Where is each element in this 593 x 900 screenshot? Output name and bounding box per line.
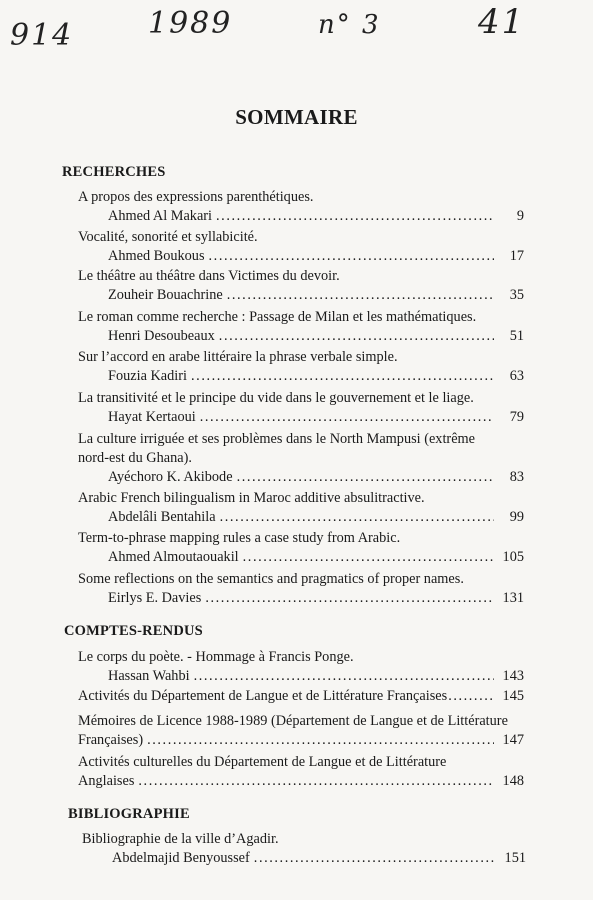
entry-page: 145: [502, 688, 524, 704]
entry-page: 63: [509, 368, 524, 384]
entry-title-continued: Anglaises: [78, 773, 135, 789]
toc-entry: [78, 228, 524, 266]
leader-dots: [138, 772, 494, 791]
toc-entry: [78, 687, 524, 706]
leader-dots: [448, 687, 494, 706]
entry-title: La transitivité et le principe du vide dans le gouvernement et le liage.: [78, 390, 474, 406]
entry-title-continued: nord-est du Ghana).: [78, 450, 192, 466]
entry-page: 105: [502, 549, 524, 565]
leader-dots: [243, 548, 494, 567]
toc-entry: [78, 188, 524, 226]
entry-title: La culture irriguée et ses problèmes dans le North Mampusi (extrême: [78, 431, 476, 447]
entry-page: 83: [509, 469, 524, 485]
entry-title: Some reflections on the semantics and pragmatics of proper names.: [78, 571, 464, 587]
entry-author: Eirlys E. Davies: [108, 590, 202, 606]
entry-author: Ahmed Almoutaouakil: [108, 549, 239, 565]
entry-page: 147: [502, 732, 524, 748]
toc-entry: [78, 430, 524, 487]
entry-page: 99: [509, 509, 524, 525]
entry-title: Activités culturelles du Département de Langue et de Littérature: [78, 754, 447, 770]
entry-author: Zouheir Bouachrine: [108, 287, 223, 303]
toc-entry: [78, 648, 524, 686]
toc-entry: [78, 529, 524, 567]
leader-dots: [191, 367, 494, 386]
entry-author: Henri Desoubeaux: [108, 328, 215, 344]
leader-dots: [219, 327, 494, 346]
leader-dots: [237, 468, 494, 487]
leader-dots: [147, 731, 494, 750]
entry-author: Hassan Wahbi: [108, 668, 190, 684]
toc-entry: [78, 489, 524, 527]
handwritten-call-number: 914: [10, 18, 74, 53]
entry-title-continued: Françaises): [78, 732, 144, 748]
entry-title: Activités du Département de Langue et de Littérature Françaises: [78, 688, 448, 704]
entry-title: Le corps du poète. - Hommage à Francis Ponge.: [78, 649, 354, 665]
entry-title: Bibliographie de la ville d’Agadir.: [82, 831, 279, 847]
entry-author: Abdelmajid Benyoussef: [112, 850, 250, 866]
toc-entry: [78, 389, 524, 427]
entry-author: Hayat Kertaoui: [108, 409, 196, 425]
section-heading: BIBLIOGRAPHIE: [68, 806, 190, 822]
entry-author: Abdelâli Bentahila: [108, 509, 216, 525]
leader-dots: [205, 589, 494, 608]
section-heading: RECHERCHES: [62, 164, 166, 180]
entry-title: Arabic French bilingualism in Maroc additive absulitractive.: [78, 490, 425, 506]
handwritten-issue: n° 3: [318, 10, 381, 40]
entry-title: Mémoires de Licence 1988-1989 (Département de Langue et de Littérature: [78, 713, 508, 729]
entry-title: Le théâtre au théâtre dans Victimes du devoir.: [78, 268, 340, 284]
leader-dots: [254, 849, 496, 868]
entry-title: Sur l’accord en arabe littéraire la phrase verbale simple.: [78, 349, 398, 365]
section-heading: COMPTES-RENDUS: [64, 623, 203, 639]
leader-dots: [216, 207, 494, 226]
entry-author: Fouzia Kadiri: [108, 368, 188, 384]
entry-page: 151: [504, 850, 526, 866]
entry-page: 51: [509, 328, 524, 344]
toc-entry: [78, 753, 524, 791]
entry-author: Ahmed Al Makari: [108, 208, 213, 224]
leader-dots: [209, 247, 494, 266]
entry-page: 79: [509, 409, 524, 425]
entry-page: 35: [509, 287, 524, 303]
entry-title: A propos des expressions parenthétiques.: [78, 189, 314, 205]
handwritten-year: 1989: [148, 6, 233, 41]
leader-dots: [200, 408, 494, 427]
entry-title: Le roman comme recherche : Passage de Milan et les mathématiques.: [78, 309, 477, 325]
entry-page: 148: [502, 773, 524, 789]
entry-page: 131: [502, 590, 524, 606]
toc-entry: [82, 830, 526, 868]
entry-title: Vocalité, sonorité et syllabicité.: [78, 229, 258, 245]
toc-entry: [78, 348, 524, 386]
entry-author: Ayéchoro K. Akibode: [108, 469, 233, 485]
leader-dots: [194, 667, 494, 686]
toc-entry: [78, 308, 524, 346]
toc-entry: [78, 712, 524, 750]
toc-entry: [78, 570, 524, 608]
handwritten-mark: 41: [478, 2, 526, 42]
page-title: SOMMAIRE: [235, 105, 358, 129]
entry-title: Term-to-phrase mapping rules a case study from Arabic.: [78, 530, 401, 546]
leader-dots: [220, 508, 494, 527]
entry-page: 17: [509, 248, 524, 264]
entry-page: 143: [502, 668, 524, 684]
leader-dots: [227, 286, 494, 305]
entry-author: Ahmed Boukous: [108, 248, 205, 264]
entry-page: 9: [516, 208, 524, 224]
toc-entry: [78, 267, 524, 305]
